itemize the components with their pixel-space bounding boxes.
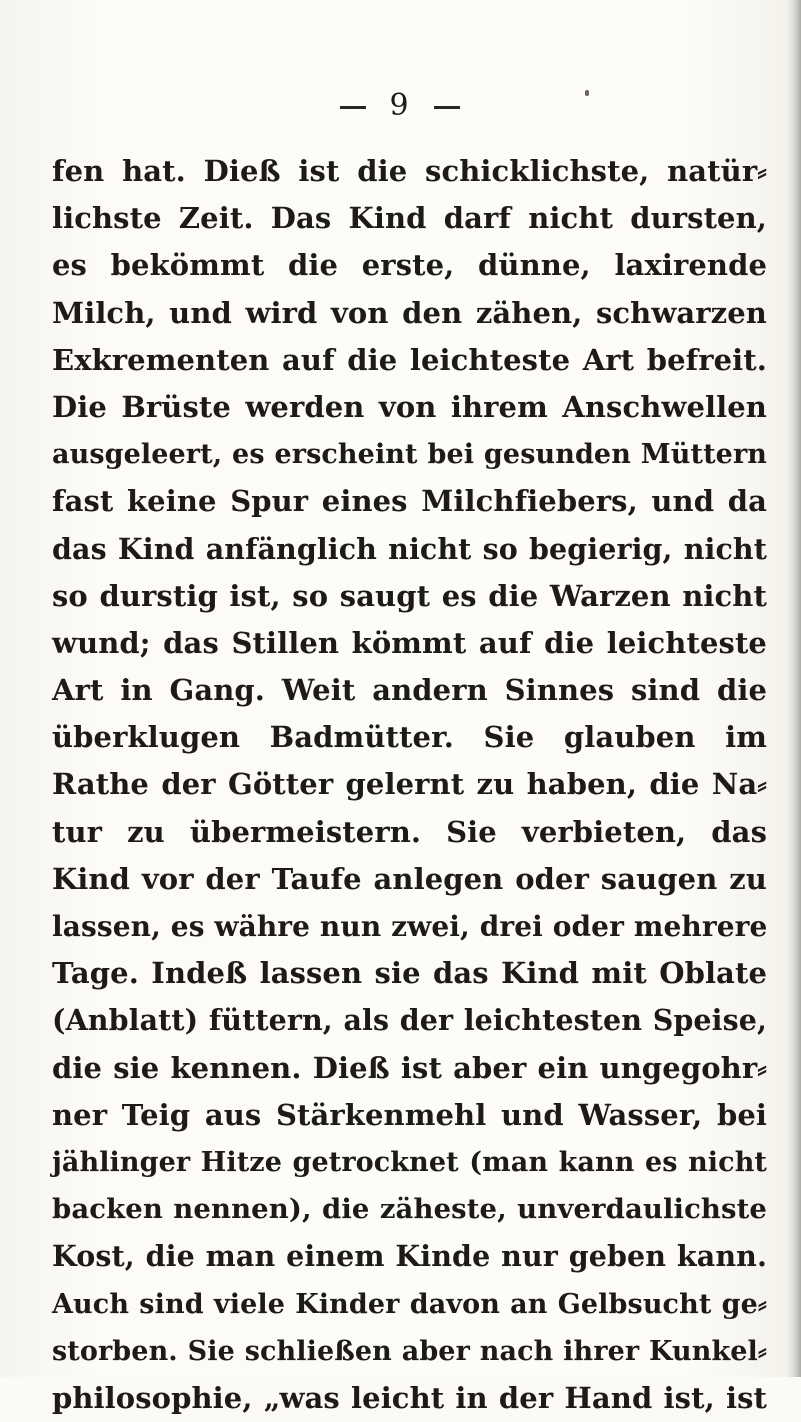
body-text (52, 148, 767, 1422)
page-number: 9 (389, 88, 411, 123)
text-line: wund; das Stillen kömmt auf die leichteste (52, 625, 767, 660)
text-line: Tage. Indeß lassen sie das Kind mit Oblate (52, 956, 767, 991)
text-line: lassen, es währe nun zwei, drei oder mehrere (52, 910, 768, 943)
text-line: ner Teig aus Stärkenmehl und Wasser, bei (52, 1097, 767, 1132)
text-line: backen nennen), die zäheste, unverdaulichste (52, 1193, 767, 1226)
page-header (300, 88, 500, 128)
text-line: Art in Gang. Weit andern Sinnes sind die (52, 673, 767, 708)
text-line: Auch sind viele Kinder davon an Gelbsucht ge⸗ (52, 1288, 767, 1320)
text-line: Kost, die man einem Kinde nur geben kann. (52, 1239, 767, 1274)
text-line: lichste Zeit. Das Kind darf nicht dursten, (52, 201, 767, 236)
text-line: es bekömmt die erste, dünne, laxirende (52, 248, 767, 283)
text-line: Die Brüste werden von ihrem Anschwellen (52, 389, 767, 424)
text-line: Kind vor der Taufe anlegen oder saugen zu (52, 861, 767, 896)
text-line: das Kind anfänglich nicht so begierig, nicht (52, 531, 767, 566)
page-edge-shadow (787, 0, 801, 1377)
text-line: jählinger Hitze getrocknet (man kann es nicht (52, 1146, 767, 1178)
header-dash-right (434, 106, 460, 109)
text-line: Milch, und wird von den zähen, schwarzen (52, 295, 767, 330)
header-dash-left (340, 106, 366, 109)
text-line: die sie kennen. Dieß ist aber ein ungegohr⸗ (52, 1050, 767, 1085)
ink-speck (585, 90, 589, 96)
text-line: storben. Sie schließen aber nach ihrer Kunkel⸗ (52, 1335, 767, 1367)
text-line: so durstig ist, so saugt es die Warzen nicht (52, 578, 767, 613)
text-line: überklugen Badmütter. Sie glauben im (52, 720, 767, 755)
text-line: fen hat. Dieß ist die schicklichste, natür⸗ (52, 154, 767, 188)
text-line: philosophie, „was leicht in der Hand ist, ist (52, 1380, 767, 1415)
text-line: fast keine Spur eines Milchfiebers, und da (52, 484, 767, 519)
text-line: tur zu übermeistern. Sie verbieten, das (52, 814, 767, 849)
text-line: Rathe der Götter gelernt zu haben, die Na⸗ (52, 767, 767, 802)
text-line: ausgeleert, es erscheint bei gesunden Müttern (52, 439, 767, 471)
text-line: (Anblatt) füttern, als der leichtesten Speise, (52, 1003, 767, 1038)
text-line: Exkrementen auf die leichteste Art befreit. (52, 342, 767, 377)
